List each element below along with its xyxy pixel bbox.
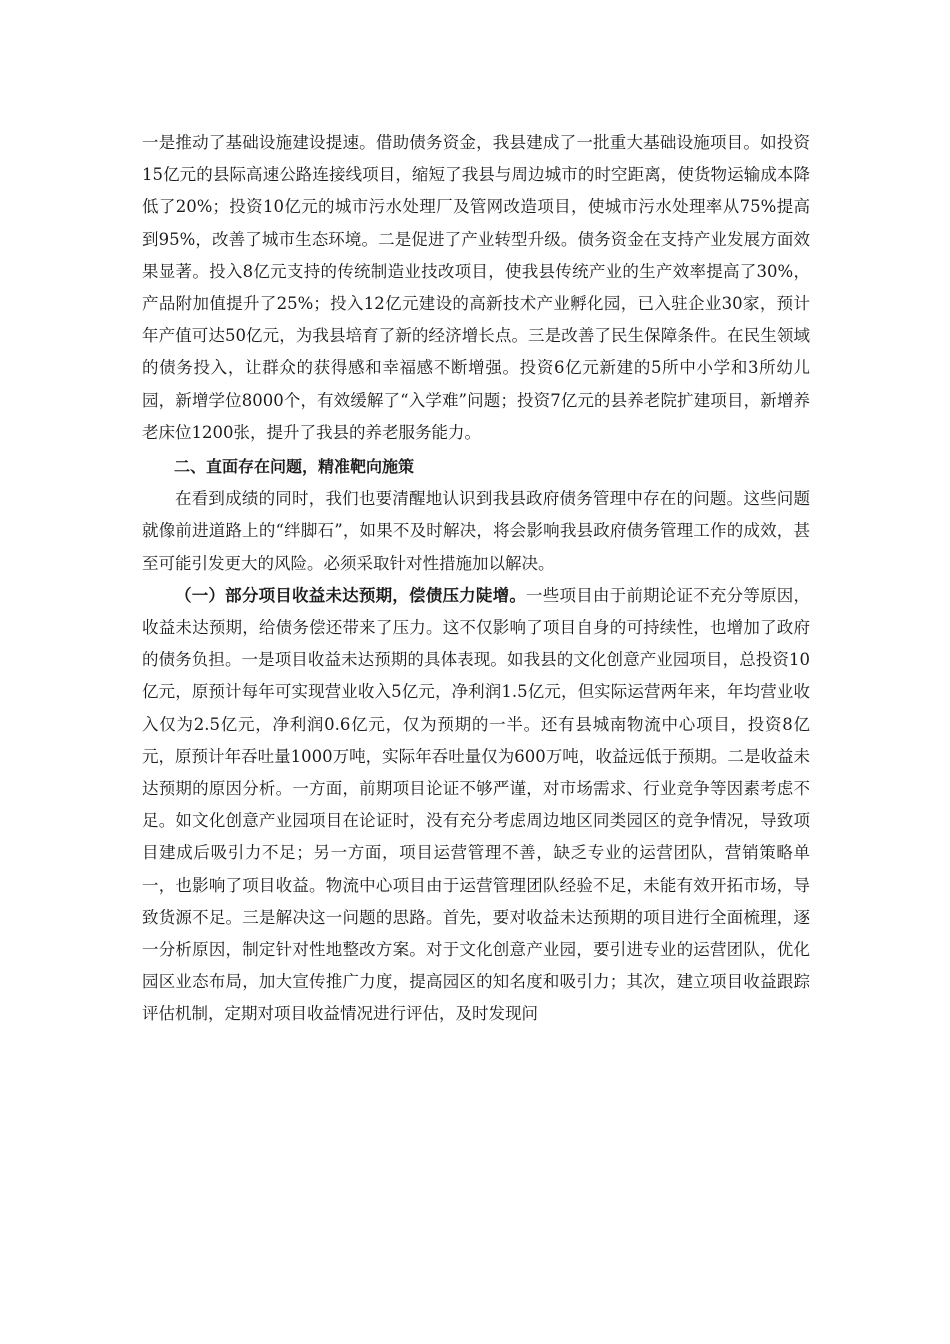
paragraph-infrastructure-achievements: 一是推动了基础设施建设提速。借助债务资金，我县建成了一批重大基础设施项目。如投资15亿元的县际高速公路连接线项目，缩短了我县与周边城市的时空距离，使货物运输成本降低了20%；投资10亿元的城市污水处理厂及管网改造项目，使城市污水处理率从75%提高到95%，改善了城市生态环境。二是促进了产业转型升级。债务资金在支持产业发展方面效果显著。投入8亿元支持的传统制造业技改项目，使我县传统产业的生产效率提高了30%，产品附加值提升了25%；投入12亿元建设的高新技术产业孵化园，已入驻企业30家，预计年产值可达50亿元，为我县培育了新的经济增长点。三是改善了民生保障条件。在民生领域的债务投入，让群众的获得感和幸福感不断增强。投资6亿元新建的5所中小学和3所幼儿园，新增学位8000个，有效缓解了“入学难”问题；投资7亿元的县养老院扩建项目，新增养老床位1200张，提升了我县的养老服务能力。	[142, 133, 810, 442]
document-body	[142, 127, 810, 1031]
paragraph-body-text: 一些项目由于前期论证不充分等原因，收益未达预期，给债务偿还带来了压力。这不仅影响了项目自身的可持续性，也增加了政府的债务负担。一是项目收益未达预期的具体表现。如我县的文化创意产业园项目，总投资10亿元，原预计每年可实现营业收入5亿元，净利润1.5亿元，但实际运营两年来，年均营业收入仅为2.5亿元，净利润0.6亿元，仅为预期的一半。还有县城南物流中心项目，投资8亿元，原预计年吞吐量1000万吨，实际年吞吐量仅为600万吨，收益远低于预期。二是收益未达预期的原因分析。一方面，前期项目论证不够严谨，对市场需求、行业竞争等因素考虑不足。如文化创意产业园项目在论证时，没有充分考虑周边地区同类园区的竞争情况，导致项目建成后吸引力不足；另一方面，项目运营管理不善，缺乏专业的运营团队，营销策略单一，也影响了项目收益。物流中心项目由于运营管理团队经验不足，未能有效开拓市场，导致货源不足。三是解决这一问题的思路。首先，要对收益未达预期的项目进行全面梳理，逐一分析原因，制定针对性地整改方案。对于文化创意产业园，要引进专业的运营团队，优化园区业态布局，加大宣传推广力度，提高园区的知名度和吸引力；其次，建立项目收益跟踪评估机制，定期对项目收益情况进行评估，及时发现问	[142, 585, 811, 1024]
section-heading: 二、直面存在问题，精准靶向施策	[174, 457, 415, 477]
paragraph-lead-heading: （一）部分项目收益未达预期，偿债压力陡增。	[175, 585, 527, 605]
paragraph-problems-intro: 在看到成绩的同时，我们也要清醒地认识到我县政府债务管理中存在的问题。这些问题就像前进道路上的“绊脚石”，如果不及时解决，将会影响我县政府债务管理工作的成效，甚至可能引发更大的风险。必须采取针对性措施加以解决。	[142, 489, 810, 573]
paragraph-project-revenue	[142, 580, 810, 1031]
